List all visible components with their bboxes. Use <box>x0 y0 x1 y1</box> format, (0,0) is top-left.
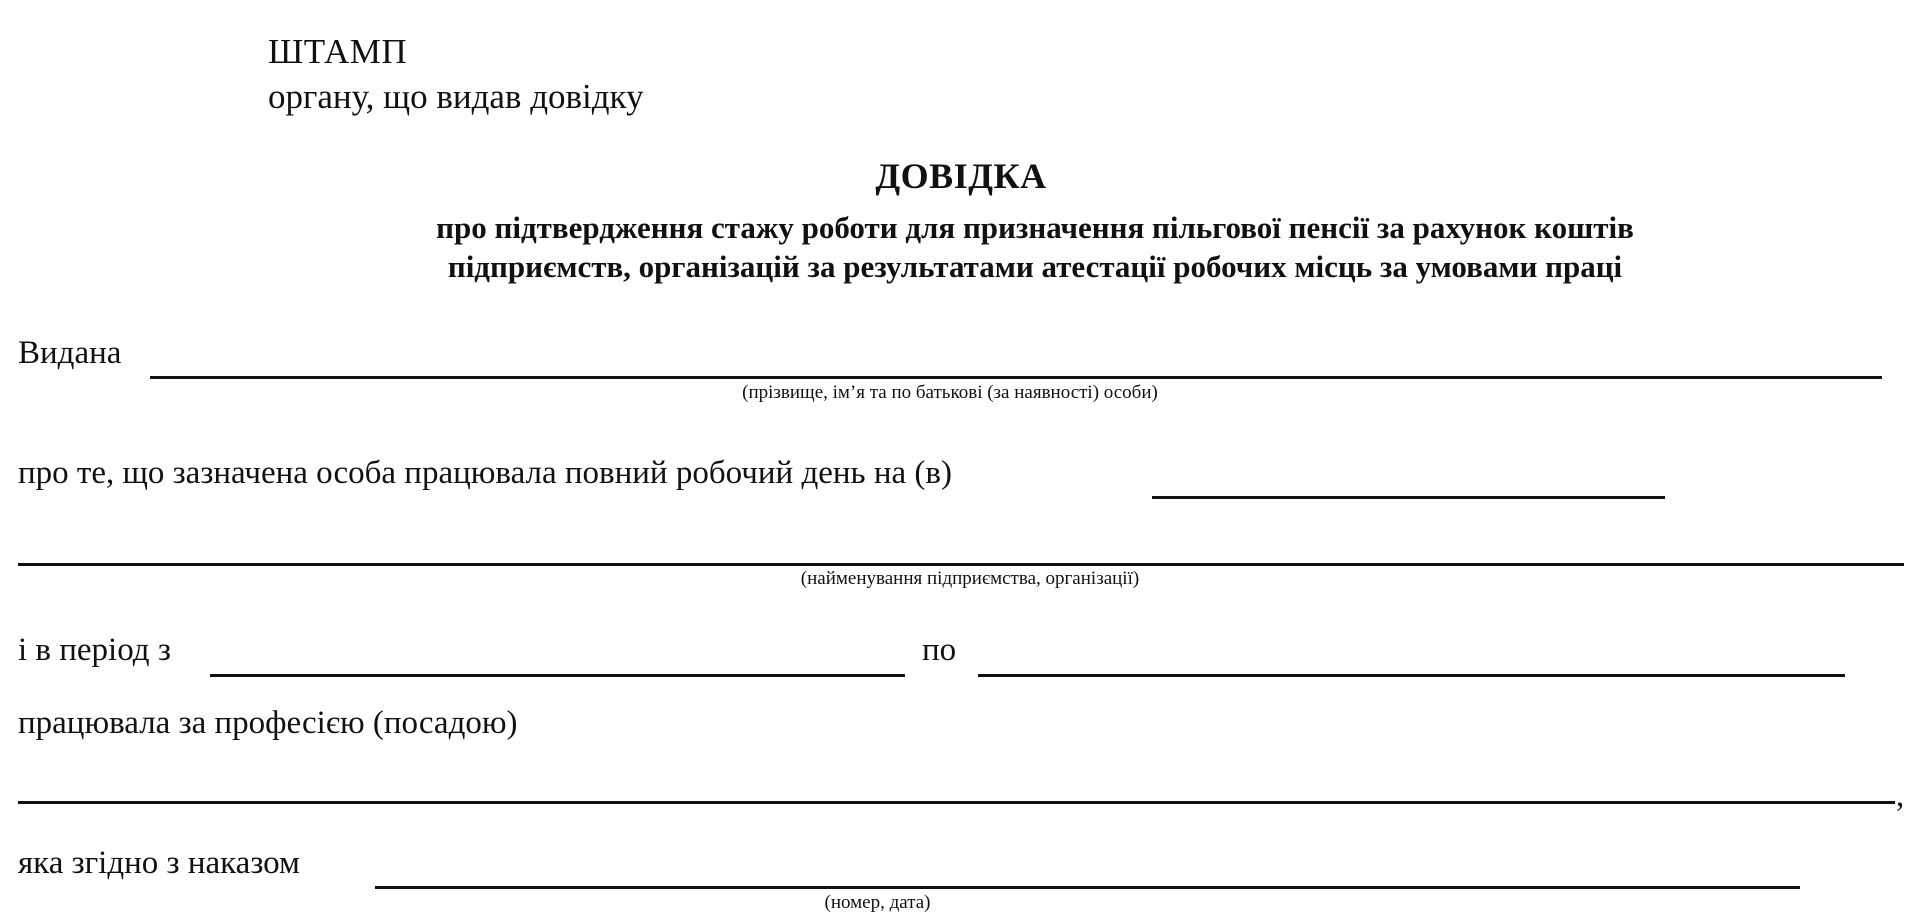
issued-label: Видана <box>18 335 122 371</box>
order-label: яка згідно з наказом <box>18 845 300 881</box>
organization-blank-inline[interactable] <box>1152 496 1665 499</box>
period-to-label: по <box>922 632 957 668</box>
stamp-subtitle: органу, що видав довідку <box>268 76 644 116</box>
order-caption: (номер, дата) <box>824 892 931 913</box>
organization-blank-full[interactable] <box>18 563 1904 566</box>
page-title: ДОВІДКА <box>875 156 1047 196</box>
stamp-block <box>268 30 644 120</box>
period-from-label: і в період з <box>18 632 171 668</box>
document-subtitle <box>255 208 1815 286</box>
profession-blank[interactable] <box>18 801 1895 804</box>
issued-name-caption: (прізвище, ім’я та по батькові (за наявності) особи) <box>742 382 1158 403</box>
profession-label: працювала за професією (посадою) <box>18 705 518 741</box>
document-subtitle-line-1: про підтвердження стажу роботи для призначення пільгової пенсії за рахунок коштів <box>436 210 1634 245</box>
profession-trailing-comma: , <box>1896 778 1905 814</box>
document-subtitle-line-2: підприємств, організацій за результатами атестації робочих місць за умовами праці <box>447 249 1623 285</box>
period-to-blank[interactable] <box>978 674 1845 677</box>
order-number-date-blank[interactable] <box>375 886 1800 889</box>
period-from-blank[interactable] <box>210 674 905 677</box>
stamp-title: ШТАМП <box>268 32 408 71</box>
worked-full-day-text: про те, що зазначена особа працювала повний робочий день на (в) <box>18 455 952 491</box>
organization-caption: (найменування підприємства, організації) <box>800 568 1140 589</box>
issued-name-blank[interactable] <box>150 376 1882 379</box>
